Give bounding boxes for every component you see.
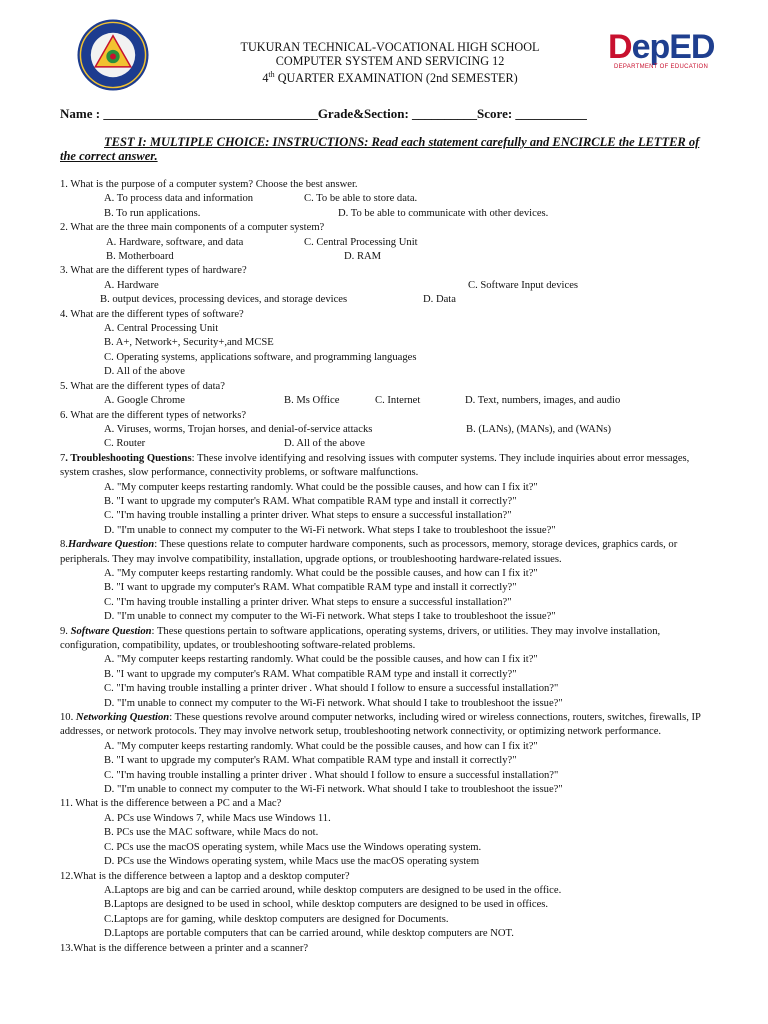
option-d[interactable]: D. All of the above [104,366,185,378]
option-a[interactable]: A. Hardware [104,279,159,291]
question-3: 3. What are the different types of hardware? [60,265,247,277]
option-c[interactable]: C. PCs use the macOS operating system, while Macs use the Windows operating system. [104,841,482,853]
test-instructions: TEST I: MULTIPLE CHOICE: INSTRUCTIONS: Read each statement carefully and ENCIRCLE the LETTER of the correct answer. [60,135,700,163]
question-text: : These involve identifying and resolving issues with computer systems. They include inquiries about error messages, system crashes, slow performance, connectivity problems, or software malfunctions. [60,452,690,479]
question-6: 6. What are the different types of networks? [60,409,247,421]
option-c[interactable]: C. "I'm having trouble installing a printer driver. What steps to ensure a successful installation?" [104,596,512,608]
option-d[interactable]: D. PCs use the Windows operating system, while Macs use the macOS operating system [104,856,480,868]
question-text: : These questions revolve around computer networks, including wired or wireless connections, routers, switches, firewalls, IP addresses, or network protocols. They may involve network setup, troubleshooting network connectivity, or optimizing network performance. [60,712,701,738]
option-b[interactable]: B.Laptops are designed to be used in school, while desktop computers are designed to be used in offices. [104,899,549,911]
question-8 [60,538,720,567]
question-list [60,178,720,956]
question-label: Hardware Question [67,539,155,551]
option-b[interactable]: B. A+, Network+, Security+,and MCSE [104,337,274,349]
question-text: : These questions relate to computer hardware components, such as processors, memory, storage devices, graphics cards, or peripherals. They may involve compatibility, installation, upgrade options, or troubleshooting hardware-related issues. [60,539,678,565]
option-b[interactable]: B. Ms Office [284,395,340,407]
question-2: 2. What are the three main components of a computer system? [60,222,325,234]
option-b[interactable]: B. "I want to upgrade my computer's RAM. What compatible RAM type and install it correctly?" [104,755,517,767]
question-6-options-row-1 [60,423,720,437]
option-b[interactable]: B. Motherboard [106,251,174,263]
deped-subtitle: DEPARTMENT OF EDUCATION [614,64,709,70]
option-d[interactable]: D. "I'm unable to connect my computer to the Wi-Fi network. What should I take to troubleshoot the issue?" [104,697,563,709]
option-d[interactable]: D. To be able to communicate with other devices. [338,207,549,219]
option-c[interactable]: C. "I'm having trouble installing a printer driver . What should I follow to ensure a successful installation?" [104,769,559,781]
question-12: 12.What is the difference between a laptop and a desktop computer? [60,870,350,882]
school-heading [160,40,620,85]
option-b[interactable]: B. output devices, processing devices, and storage devices [100,294,348,306]
option-c[interactable]: C. Router [104,438,146,450]
question-3-options-row-2 [60,293,720,307]
option-c[interactable]: C. Central Processing Unit [304,236,418,248]
option-a[interactable]: A. "My computer keeps restarting randomly. What could be the possible causes, and how can I fix it?" [104,567,538,579]
option-a[interactable]: A. PCs use Windows 7, while Macs use Windows 11. [104,812,331,824]
question-1: 1. What is the purpose of a computer system? Choose the best answer. [60,179,358,190]
question-1-options-row-2 [60,207,720,221]
option-a[interactable]: A. To process data and information [104,193,254,205]
option-c[interactable]: C. "I'm having trouble installing a printer driver . What should I follow to ensure a successful installation?" [104,683,559,695]
question-4: 4. What are the different types of software? [60,308,244,320]
option-a[interactable]: A. "My computer keeps restarting randomly. What could be the possible causes, and how can I fix it?" [104,481,538,493]
option-a[interactable]: A. Google Chrome [104,395,185,407]
option-a[interactable]: A. Hardware, software, and data [106,236,244,248]
deped-logo [604,24,724,76]
option-a[interactable]: A. "My computer keeps restarting randomly. What could be the possible causes, and how can I fix it?" [104,740,538,752]
option-a[interactable]: A. Viruses, worms, Trojan horses, and denial-of-service attacks [104,423,373,435]
question-number: 8. [60,539,68,551]
question-1-options-row-1 [60,192,720,206]
option-c[interactable]: C. Operating systems, applications software, and programming languages [104,351,417,363]
option-b[interactable]: B. "I want to upgrade my computer's RAM. What compatible RAM type and install it correctly?" [104,495,517,507]
deped-wordmark: DepED [608,28,715,66]
question-7 [60,452,720,481]
question-number: 10. [60,712,76,724]
question-text: : These questions pertain to software applications, operating systems, drivers, or utilities. They may involve installation, configuration, compatibility, updates, or troubleshooting software-related problems. [60,625,661,651]
option-a[interactable]: A. Central Processing Unit [104,323,219,335]
option-b[interactable]: B. (LANs), (MANs), and (WANs) [466,423,612,435]
option-c[interactable]: C. "I'm having trouble installing a printer driver. What steps to ensure a successful installation?" [104,510,512,522]
option-d[interactable]: D. All of the above [284,438,365,450]
question-2-options-row-1 [60,236,720,250]
option-d[interactable]: D. Text, numbers, images, and audio [465,395,621,407]
question-2-options-row-2 [60,250,720,264]
question-13: 13.What is the difference between a printer and a scanner? [60,942,309,954]
exam-title [160,68,620,85]
option-c[interactable]: C. Internet [375,395,421,407]
exam-quarter-suffix: th [268,70,275,79]
question-9 [60,625,720,654]
option-d[interactable]: D. RAM [344,251,382,263]
question-number: 9. [60,625,71,637]
question-5-options-row [60,394,720,408]
question-number: 7 [60,452,66,464]
option-d[interactable]: D. "I'm unable to connect my computer to the Wi-Fi network. What steps I take to troubleshoot the issue?" [104,524,556,536]
student-info-line[interactable]: Name : _________________________________Grade&Section: __________Score: ___________ [60,106,587,121]
option-d[interactable]: D. "I'm unable to connect my computer to the Wi-Fi network. What should I take to troubleshoot the issue?" [104,784,563,796]
question-6-options-row-2 [60,437,720,451]
option-c[interactable]: C.Laptops are for gaming, while desktop computers are designed for Documents. [104,913,449,925]
option-b[interactable]: B. PCs use the MAC software, while Macs do not. [104,827,319,839]
exam-quarter-number: 4 [262,71,269,86]
option-a[interactable]: A.Laptops are big and can be carried around, while desktop computers are designed to be used in the office. [104,884,562,896]
exam-title-rest: QUARTER EXAMINATION (2nd SEMESTER) [274,71,518,86]
question-label: . Troubleshooting Questions [65,452,192,464]
school-name: TUKURAN TECHNICAL-VOCATIONAL HIGH SCHOOL [240,40,540,54]
option-a[interactable]: A. "My computer keeps restarting randomly. What could be the possible causes, and how can I fix it?" [104,654,538,666]
school-seal-logo [76,18,150,92]
question-label: Networking Question [75,712,170,724]
question-label: Software Question [70,625,152,637]
page-header [0,0,768,100]
option-d[interactable]: D. Data [423,294,456,306]
option-b[interactable]: B. To run applications. [104,207,201,219]
subject-name: COMPUTER SYSTEM AND SERVICING 12 [275,54,505,68]
option-b[interactable]: B. "I want to upgrade my computer's RAM. What compatible RAM type and install it correctly?" [104,668,517,680]
question-3-options-row-1 [60,279,720,293]
option-c[interactable]: C. Software Input devices [468,279,579,291]
option-c[interactable]: C. To be able to store data. [304,193,418,205]
question-5: 5. What are the different types of data? [60,380,225,392]
option-d[interactable]: D.Laptops are portable computers that can be carried around, while desktop computers are NOT. [104,928,514,940]
option-d[interactable]: D. "I'm unable to connect my computer to the Wi-Fi network. What steps I take to troubleshoot the issue?" [104,611,556,623]
question-11: 11. What is the difference between a PC and a Mac? [60,798,282,810]
question-10 [60,711,720,740]
option-b[interactable]: B. "I want to upgrade my computer's RAM. What compatible RAM type and install it correctly?" [104,582,517,594]
